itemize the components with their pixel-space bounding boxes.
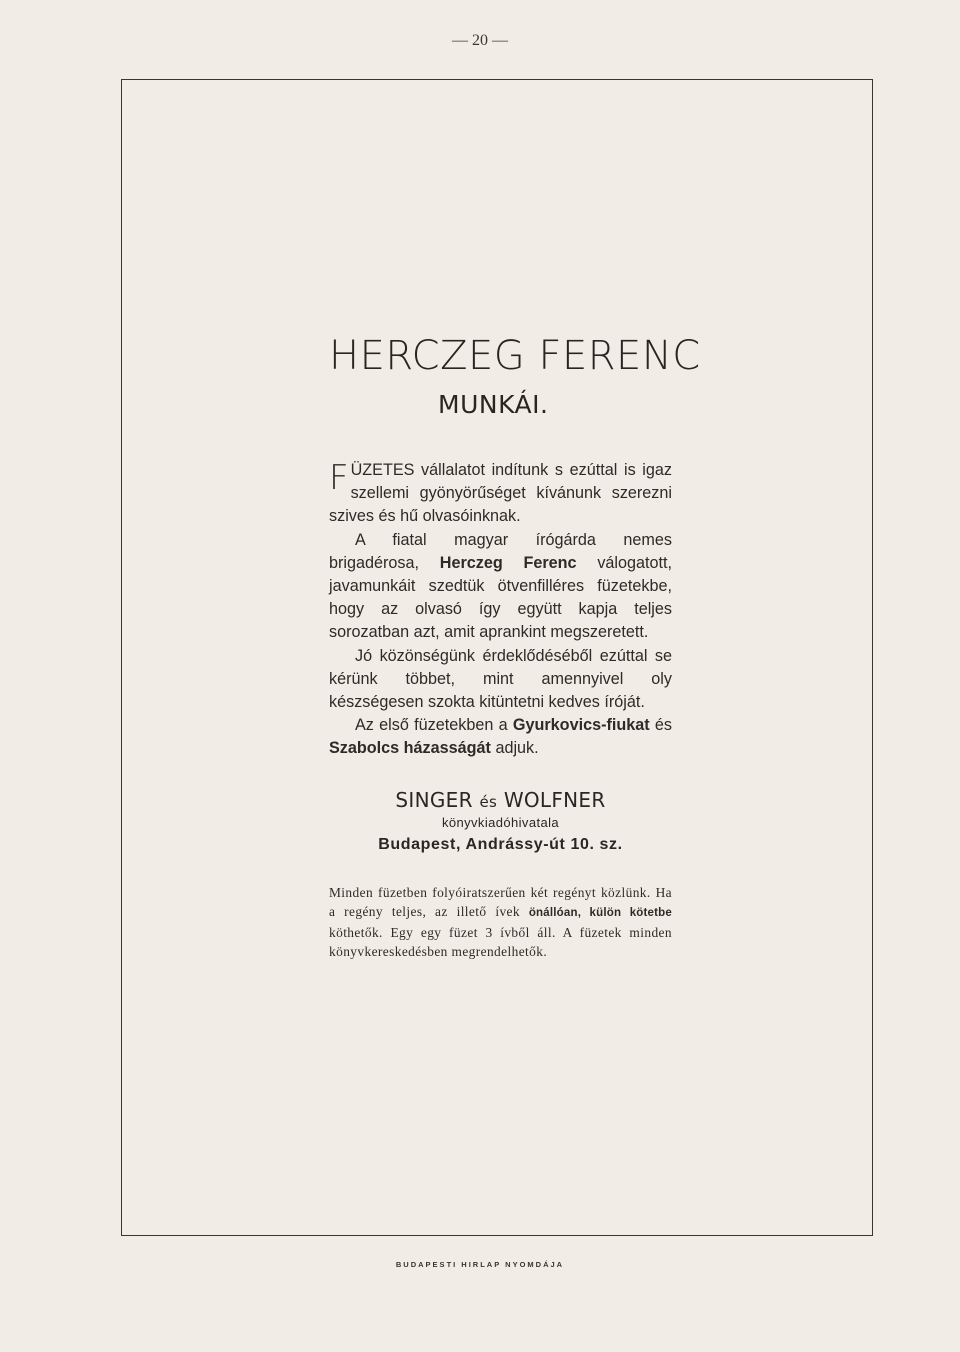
paragraph-first-issues-end: adjuk. [495,739,539,758]
paragraph-first-issues-start: Az első füzetekben a [355,716,508,735]
issue-note-emphasis: önállóan, külön kötetbe [528,907,672,919]
paragraph-author-end: válogatott, javamunkáit szedtük ötvenfilléres füzetekbe, hogy az olvasó így együtt kapja teljes sorozatban azt, amit aprankint megszeretett. [329,553,673,642]
publisher-name-b: WOLFNER [503,788,606,812]
paragraph-author-start: A fiatal magyar írógárda nemes brigadérosa, [329,530,672,572]
printer-imprint: BUDAPESTI HIRLAP NYOMDÁJA [395,1260,565,1269]
announcement-text [329,459,672,761]
paragraph-first-issues [329,714,672,760]
publisher-name [329,788,672,812]
book-title-1: Gyurkovics-fiukat [512,716,650,735]
issue-note-start: Minden füzetben folyóiratszerűen két regényt közlünk. Ha a regény teljes, az illető ívek [329,885,672,919]
publisher-description: könyvkiadóhivatala [441,815,560,830]
page-number: — 20 — [452,32,508,49]
page-title: HERCZEG FERENC [329,333,701,379]
publisher-address: Budapest, Andrássy-út 10. sz. [378,836,623,853]
drop-cap: F [329,458,349,498]
issue-note-end: köthetők. Egy egy füzet 3 ívből áll. A füzetek minden könyvkereskedésben megrendelhetők. [329,925,672,959]
paragraph-first-issues-middle: és [654,716,673,735]
publisher-and: és [479,793,498,811]
paragraph-intro [329,459,672,529]
paragraph-audience: Jó közönségünk érdeklődéséből ezúttal se kérünk többet, mint amennyivel oly készségesen szokta kitüntetni kedves íróját. [329,646,672,712]
paragraph-intro-text: ÜZETES vállalatot indítunk s ezúttal is igaz szellemi gyönyörűséget kívánunk szerezni szives és hű olvasóinknak. [329,461,672,526]
issue-note [329,883,672,961]
page-subtitle: MUNKÁI. [438,390,549,419]
publisher-name-a: SINGER [395,788,473,812]
book-title-2: Szabolcs házasságát [329,739,491,758]
author-name: Herczeg Ferenc [439,553,577,572]
paragraph-author [329,529,672,645]
